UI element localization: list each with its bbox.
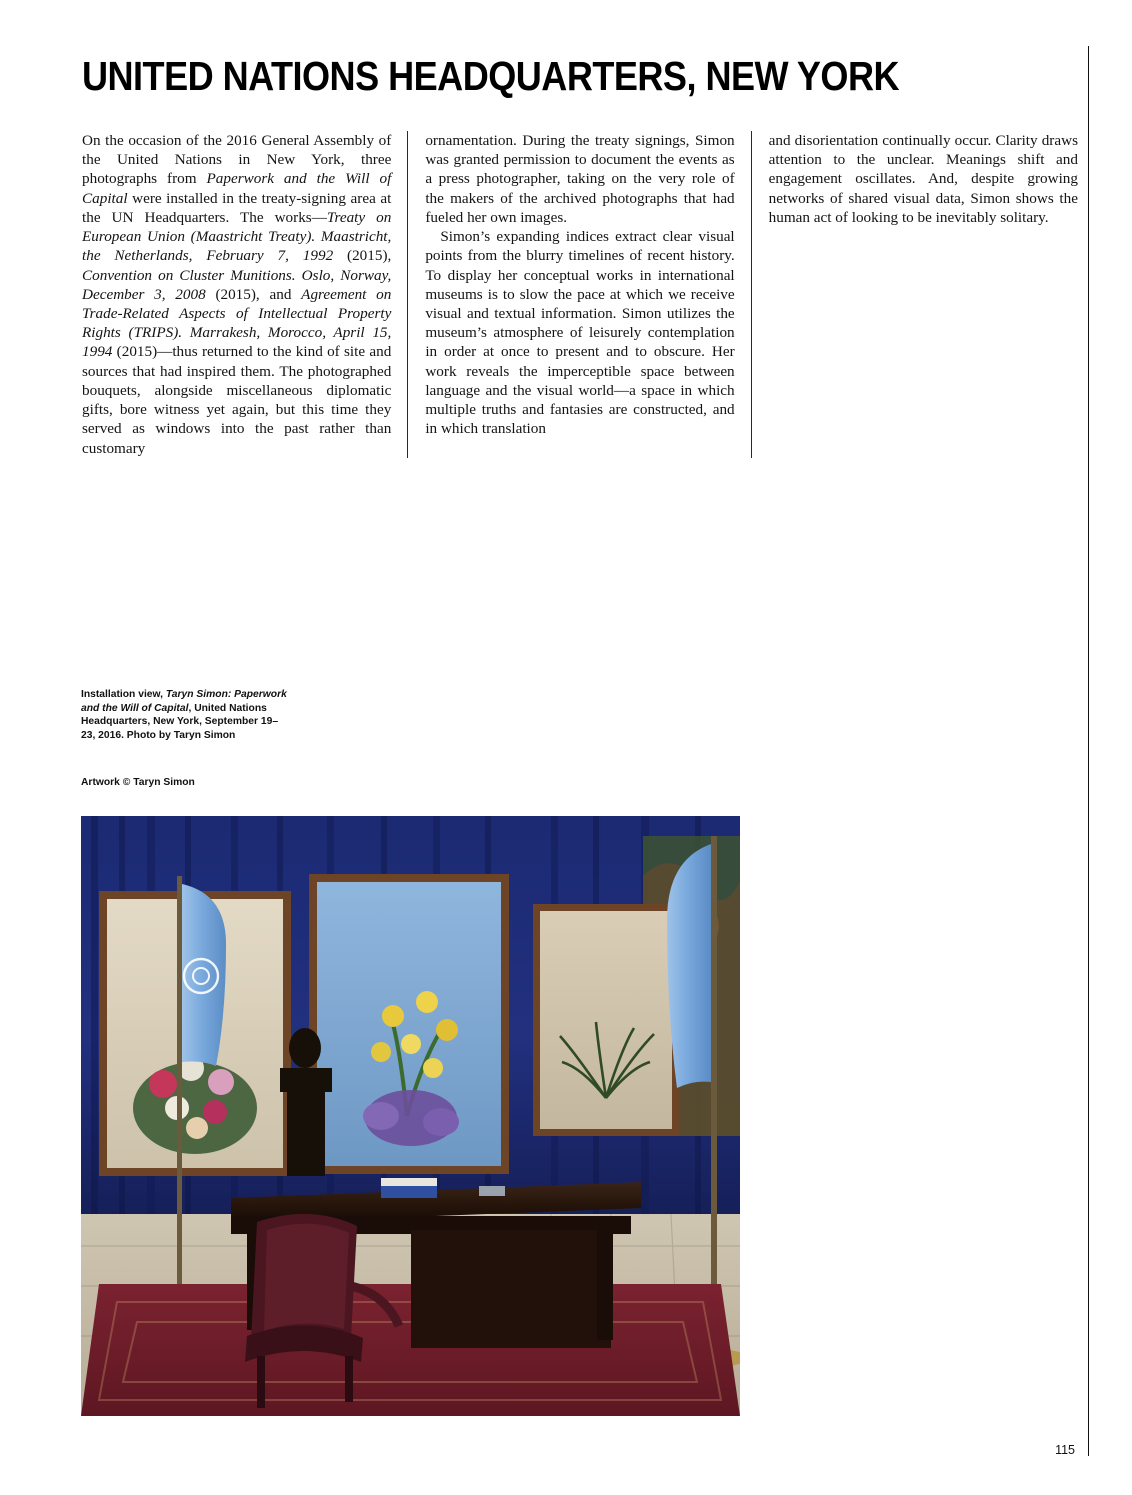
- caption-text: , United Nations Headquarters, New York, September 19–23, 2016. Photo by Taryn Simon: [81, 702, 279, 741]
- paragraph-2: ornamentation. During the treaty signings, Simon was granted permission to document the events as a press photographer, taking on the very role of the makers of the archived photographs that had fueled her own images.: [425, 132, 735, 226]
- article-body: [82, 131, 1078, 458]
- work-title: Agreement on Trade-Related Aspects of Intellectual Property Rights (TRIPS). Marrakesh, Morocco, April 15, 1994: [82, 285, 392, 361]
- caption-exhibition-title: Taryn Simon: Paperwork and the Will of Capital: [81, 689, 287, 714]
- figure-caption: [81, 688, 291, 742]
- text-run: (2015), and: [205, 285, 302, 303]
- paragraph-3: Simon’s expanding indices extract clear visual points from the blurry timelines of recent history. To display her conceptual works in international museums is to slow the pace at which we receive visual and textual information. Simon utilizes the museum’s atmosphere of leisurely contemplation in order at once to present and to obscure. Her work reveals the imperceptible space between language and the visual world—a space in which multiple truths and fantasies are constructed, and in which translation: [425, 228, 735, 438]
- photograph-graphic: [81, 816, 740, 1416]
- work-title: Convention on Cluster Munitions. Oslo, Norway, December 3, 2008: [82, 266, 392, 303]
- paragraph-1: [82, 131, 391, 458]
- installation-photograph: [81, 816, 740, 1416]
- artwork-credit: Artwork © Taryn Simon: [81, 777, 195, 788]
- work-title: Treaty on European Union (Maastricht Treaty). Maastricht, the Netherlands, February 7, 1992: [82, 208, 392, 265]
- text-column-1: [82, 131, 407, 458]
- text-column-3: [751, 131, 1078, 458]
- page-number: 115: [1055, 1443, 1075, 1457]
- page-title: UNITED NATIONS HEADQUARTERS, NEW YORK: [82, 53, 900, 99]
- text-column-2: [407, 131, 750, 458]
- caption-text: Installation view,: [81, 689, 166, 700]
- text-run: were installed in the treaty-signing area at the UN Headquarters. The works—: [82, 189, 392, 226]
- paragraph-4: and disorientation continually occur. Clarity draws attention to the unclear. Meanings shift and engagement oscillates. And, despite growing networks of shared visual data, Simon shows the human act of looking to be inevitably solitary.: [768, 132, 1078, 226]
- text-run: (2015)—thus returned to the kind of site and sources that had inspired them. The photographed bouquets, alongside miscellaneous diplomatic gifts, bore witness yet again, but this time they served as windows into the past rather than customary: [82, 343, 392, 457]
- page-edge-rule: [1088, 46, 1089, 1456]
- work-title: Paperwork and the Will of Capital: [82, 170, 392, 207]
- text-run: On the occasion of the 2016 General Assembly of the United Nations in New York, three photographs from: [82, 132, 392, 188]
- text-run: (2015),: [333, 247, 392, 265]
